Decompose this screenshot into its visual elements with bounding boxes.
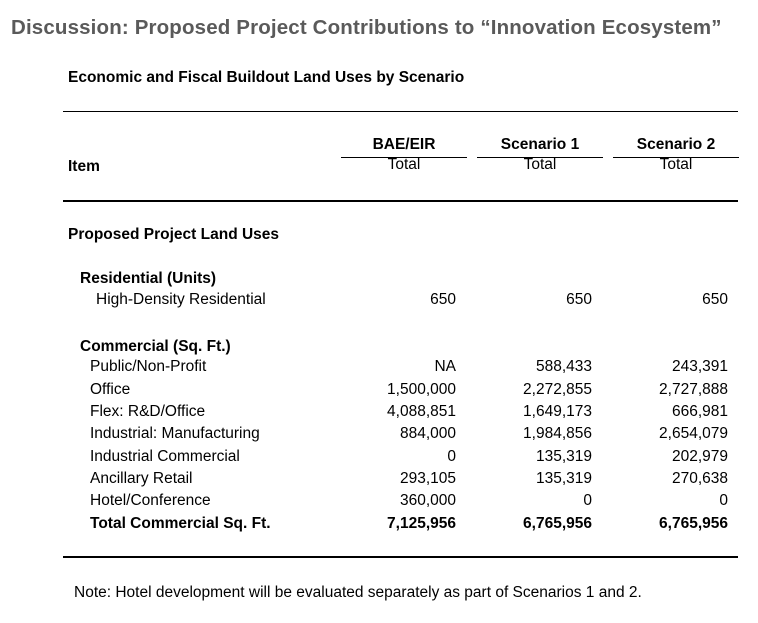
table-row: [0, 381, 758, 403]
table-row: [0, 403, 758, 425]
column-subheader: Total: [387, 156, 421, 173]
cell-scenario-1: 0: [583, 492, 592, 509]
group-label-commercial: Commercial (Sq. Ft.): [80, 338, 231, 355]
cell-bae-eir: 884,000: [399, 425, 456, 442]
cell-scenario-1: 588,433: [535, 358, 592, 375]
cell-scenario-2: 243,391: [671, 358, 728, 375]
cell-scenario-2: 2,727,888: [659, 381, 728, 398]
column-subheader: Total: [659, 156, 693, 173]
cell-scenario-1: 6,765,956: [523, 515, 592, 532]
cell-scenario-1: 650: [566, 291, 592, 308]
cell-bae-eir: 4,088,851: [387, 403, 456, 420]
row-label: High-Density Residential: [96, 291, 266, 308]
table-row: [0, 425, 758, 447]
cell-scenario-1: 135,319: [535, 448, 592, 465]
cell-scenario-2: 650: [702, 291, 728, 308]
column-header-label: BAE/EIR: [372, 136, 436, 153]
cell-scenario-1: 2,272,855: [523, 381, 592, 398]
table-row: [0, 448, 758, 470]
group-label-residential: Residential (Units): [80, 270, 217, 287]
row-label: Flex: R&D/Office: [90, 403, 206, 420]
section-label: Proposed Project Land Uses: [68, 226, 280, 243]
footnote: Note: Hotel development will be evaluated separately as part of Scenarios 1 and 2.: [74, 584, 642, 601]
row-label: Public/Non-Profit: [90, 358, 207, 375]
row-label: Industrial: Manufacturing: [90, 425, 260, 442]
column-subheader: Total: [523, 156, 557, 173]
cell-scenario-1: 1,984,856: [523, 425, 592, 442]
row-label: Office: [90, 381, 131, 398]
table-total-row: [0, 515, 758, 537]
table-bottom-rule: [63, 556, 738, 558]
item-column-header: Item: [68, 158, 100, 175]
cell-bae-eir: 0: [447, 448, 456, 465]
row-label: Ancillary Retail: [90, 470, 193, 487]
page-heading: Discussion: Proposed Project Contributions to “Innovation Ecosystem”: [11, 16, 722, 39]
cell-bae-eir: 7,125,956: [387, 515, 456, 532]
column-header-label: Scenario 2: [636, 136, 716, 153]
table-title: Economic and Fiscal Buildout Land Uses by Scenario: [68, 69, 465, 86]
table-top-rule: [63, 111, 738, 112]
cell-scenario-2: 270,638: [671, 470, 728, 487]
row-label: Hotel/Conference: [90, 492, 211, 509]
cell-scenario-2: 0: [719, 492, 728, 509]
cell-scenario-2: 6,765,956: [659, 515, 728, 532]
table-row: [0, 492, 758, 514]
column-header-bae-eir: [341, 136, 467, 154]
column-header-scenario-2: [613, 136, 739, 154]
column-header-label: Scenario 1: [500, 136, 580, 153]
column-header-scenario-1: [477, 136, 603, 154]
cell-scenario-2: 202,979: [671, 448, 728, 465]
cell-scenario-2: 2,654,079: [659, 425, 728, 442]
cell-bae-eir: NA: [434, 358, 456, 375]
cell-bae-eir: 650: [430, 291, 456, 308]
table-row: [0, 358, 758, 380]
cell-bae-eir: 1,500,000: [387, 381, 456, 398]
cell-bae-eir: 360,000: [399, 492, 456, 509]
header-bottom-rule: [63, 200, 738, 202]
table-row: [0, 470, 758, 492]
row-label: Industrial Commercial: [90, 448, 240, 465]
cell-scenario-1: 135,319: [535, 470, 592, 487]
row-label: Total Commercial Sq. Ft.: [90, 515, 271, 532]
cell-scenario-1: 1,649,173: [523, 403, 592, 420]
cell-bae-eir: 293,105: [399, 470, 456, 487]
table-row: [0, 291, 758, 313]
cell-scenario-2: 666,981: [671, 403, 728, 420]
